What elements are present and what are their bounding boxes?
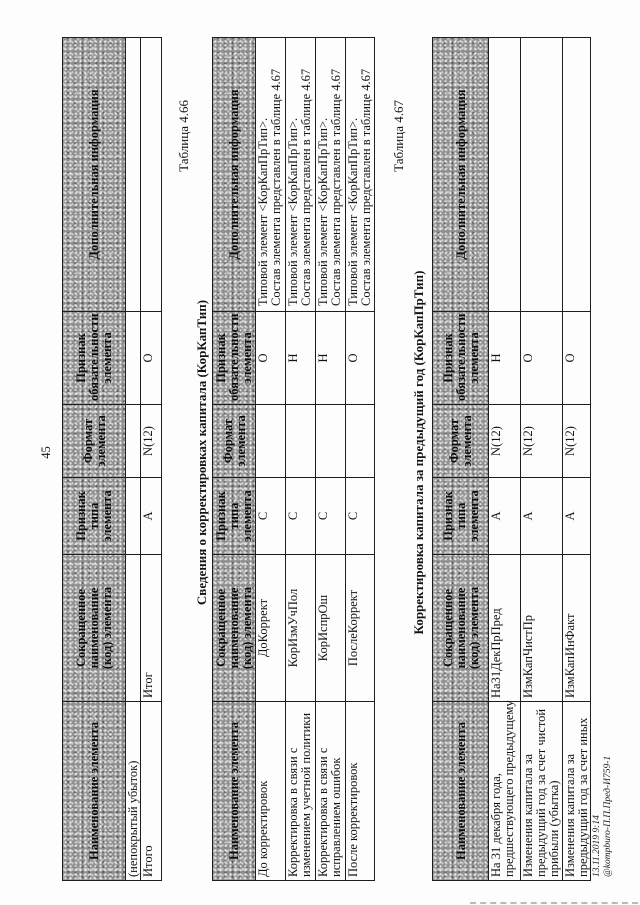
cell-required-flag: О [563,312,591,405]
header-line: Наименование элемента [227,722,241,861]
header-short-code [213,555,256,702]
cell-short-code: Итог [141,555,162,702]
cell-format: N(12) [141,405,162,478]
cell-required-flag: Н [316,312,346,405]
cell-required-flag [126,312,141,405]
table-row [521,38,563,881]
header-additional-info [63,38,126,312]
header-line: (код) элемента [100,586,114,670]
cell-additional-info [346,38,375,312]
header-line: Сокращенное [440,589,455,667]
header-line: Наименование элемента [453,722,468,861]
table-row [256,38,286,881]
table-row [489,38,521,881]
header-line: Признак [74,333,88,383]
header-line: элемента [93,415,108,467]
header-additional-info [213,38,256,312]
table-row [126,38,141,881]
cell-format [316,405,346,478]
cell-line: Итого [141,845,155,877]
table-number-label: Таблица 4.67 [391,100,406,172]
table-4-67 [432,37,591,881]
header-format [433,405,489,478]
cell-required-flag: О [141,312,162,405]
cell-short-code: На31ДекПрПред [489,555,521,702]
table-header-row [433,38,489,881]
cell-additional-info [489,38,521,312]
header-line: наименование [87,587,101,669]
header-line: Дополнительная информация [453,89,468,260]
table-continued-from-previous-page [62,37,162,881]
cell-short-code: ДоКоррект [256,555,286,702]
header-line: Дополнительная информация [227,89,241,260]
header-line: Дополнительная информация [87,89,101,260]
cell-format: N(12) [489,405,521,478]
cell-required-flag: О [346,312,375,405]
cell-format: N(12) [521,405,563,478]
header-line: (код) элемента [466,586,481,670]
header-line: элемента [100,490,114,542]
cell-line: Типовой элемент <КорКапПрТип>. [316,117,330,306]
header-line: (код) элемента [240,586,254,670]
header-line: обязательности [227,313,241,401]
cell-short-code: КорИспрОш [316,555,346,702]
table-title: Корректировка капитала за предыдущий год (КорКапПрТип) [411,270,426,635]
cell-type-flag: С [286,478,316,555]
cell-line: Типовой элемент <КорКапПрТип>. [346,117,360,306]
cell-element-name [286,702,316,881]
table-number-label: Таблица 4.66 [176,100,191,172]
cell-line: прибыли (убытка) [547,780,561,877]
cell-element-name [316,702,346,881]
cell-type-flag: А [489,478,521,555]
cell-additional-info [126,38,141,312]
cell-type-flag: С [346,478,375,555]
cell-line: Изменения капитала за [563,753,577,877]
header-line: обязательности [453,313,468,401]
header-format [213,405,256,478]
cell-format: N(12) [563,405,591,478]
header-type-flag [63,478,126,555]
header-line: Признак [74,491,88,541]
cell-line: До корректировок [256,780,270,877]
cell-element-name [489,702,521,881]
cell-type-flag: А [521,478,563,555]
header-element-name [433,702,489,881]
cell-element-name [521,702,563,881]
header-type-flag [433,478,489,555]
cell-format [286,405,316,478]
header-line: Формат [447,418,461,464]
header-line: элемента [460,415,474,467]
cell-format [256,405,286,478]
cell-type-flag: А [141,478,162,555]
cell-required-flag: О [256,312,286,405]
header-additional-info [433,38,489,312]
cell-additional-info [316,38,346,312]
table-4-66 [212,37,375,881]
header-line: Наименование элемента [87,722,101,861]
cell-line: Типовой элемент <КорКапПрТип>. [286,117,300,306]
cell-short-code: КорИзмУчПол [286,555,316,702]
cell-short-code: ИзмКапЧистПр [521,555,563,702]
header-line: Признак [440,333,455,383]
cell-line: Состав элемента представлен в таблице 4.67 [329,68,343,306]
header-line: элемента [240,490,254,542]
header-line: элемента [100,332,114,384]
header-line: Сокращенное [214,589,228,667]
cell-type-flag: С [256,478,286,555]
cell-line: предшествующего предыдущему [502,700,516,877]
cell-line: предыдущий год за счет иных [576,717,590,877]
cell-line: предыдущий год за счет чистой [534,708,548,877]
header-line: Признак [214,333,228,383]
header-line: элемента [233,415,248,467]
cell-line: исправлением ошибок [329,757,343,877]
cell-line: Типовой элемент <КорКапПрТип>. [256,117,270,306]
header-line: типа [87,502,101,530]
header-line: Формат [220,418,235,464]
cell-additional-info [521,38,563,312]
header-line: типа [453,502,468,530]
table-row [316,38,346,881]
table-row-total [141,38,162,881]
header-required-flag [213,312,256,405]
header-line: элемента [466,332,481,384]
cell-short-code [126,555,141,702]
cell-format [346,405,375,478]
header-format [63,405,126,478]
cell-line: Изменения капитала за [521,753,535,877]
header-line: Признак [440,491,455,541]
header-line: элемента [466,490,481,542]
footer-stamp: @kompburo-П.П.Пред-И759-1 [603,755,613,877]
header-line: Сокращенное [74,589,88,667]
cell-additional-info [563,38,591,312]
cell-format [126,405,141,478]
cell-type-flag: А [563,478,591,555]
header-line: наименование [227,587,241,669]
table-title: Сведения о корректировках капитала (КорКапТип) [194,299,209,606]
cell-line: Состав элемента представлен в таблице 4.67 [299,68,313,306]
table-row [563,38,591,881]
header-line: Признак [214,491,228,541]
table-row [346,38,375,881]
table-header-row [213,38,256,881]
header-line: обязательности [87,313,101,401]
cell-type-flag: С [316,478,346,555]
cell-line: Состав элемента представлен в таблице 4.67 [359,68,373,306]
cell-line: Корректировка в связи с [286,747,300,877]
page-number: 45 [39,446,53,459]
cell-type-flag [126,478,141,555]
cell-required-flag: Н [286,312,316,405]
table-header-row [63,38,126,881]
header-element-name [63,702,126,881]
header-required-flag [433,312,489,405]
cell-line: Состав элемента представлен в таблице 4.67 [269,68,283,306]
cell-line: (непокрытый убыток) [126,760,140,877]
header-line: типа [227,502,241,530]
cell-additional-info [141,38,162,312]
header-line: наименование [453,587,468,669]
cell-line: изменением учетной политики [299,712,313,877]
cell-element-name [126,702,141,881]
header-short-code [63,555,126,702]
header-short-code [433,555,489,702]
scan-edge [470,902,638,904]
cell-short-code: ПослеКоррект [346,555,375,702]
header-line: Формат [80,418,95,464]
header-required-flag [63,312,126,405]
cell-required-flag: О [521,312,563,405]
page-footer [592,756,614,877]
header-type-flag [213,478,256,555]
cell-short-code: ИзмКапИнФакт [563,555,591,702]
cell-additional-info [286,38,316,312]
table-row [286,38,316,881]
cell-element-name [346,702,375,881]
cell-line: После корректировок [346,762,360,877]
cell-element-name [141,702,162,881]
footer-timestamp: 13.11.2019 9:14 [592,815,602,877]
cell-additional-info [256,38,286,312]
cell-line: На 31 декабря года, [489,773,503,877]
cell-element-name [563,702,591,881]
cell-element-name [256,702,286,881]
header-line: элемента [240,332,254,384]
cell-required-flag: Н [489,312,521,405]
header-element-name [213,702,256,881]
cell-line: Корректировка в связи с [316,747,330,877]
